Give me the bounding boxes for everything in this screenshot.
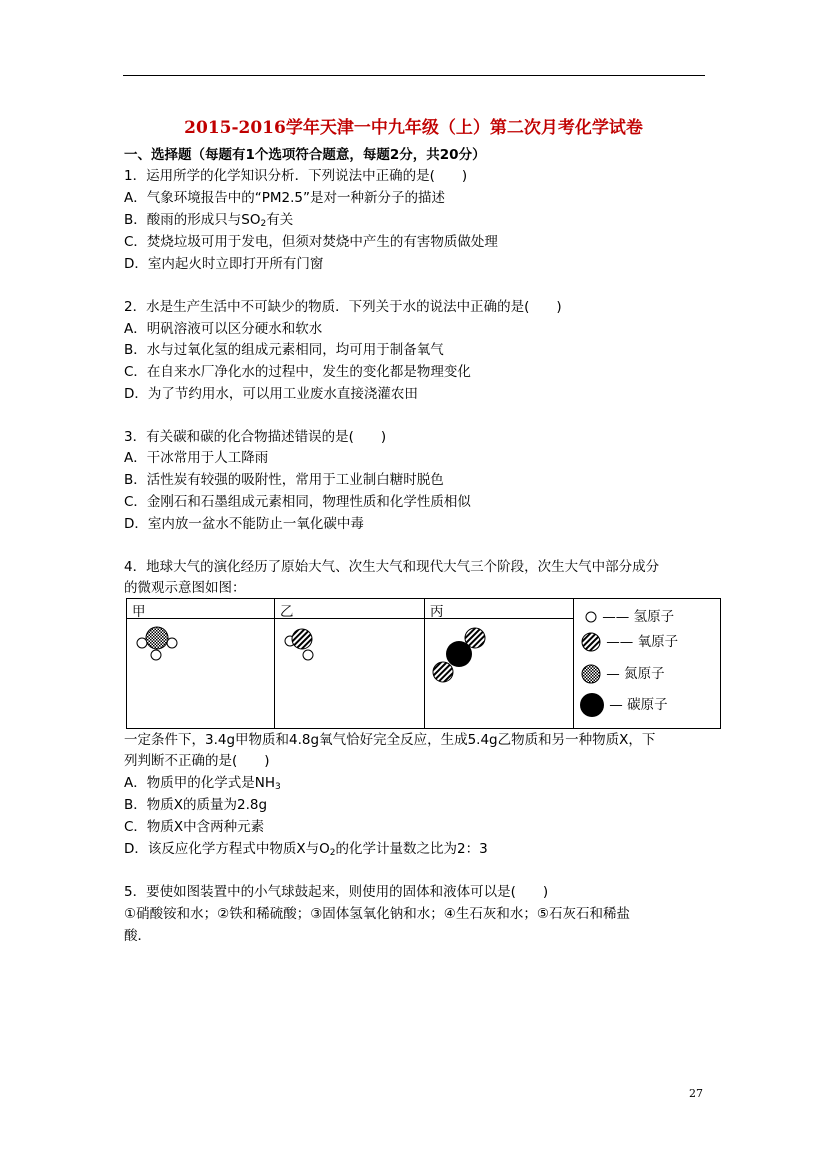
q4-condition-line2: 列判断不正确的是( ) [124, 753, 270, 769]
q3-option-a: A．干冰常用于人工降雨 [124, 450, 269, 466]
legend-cell [574, 599, 720, 728]
cell-jia [127, 599, 275, 728]
q4-option-d: D．该反应化学方程式中物质X与$O_2$的化学计量数之比为2：3 [124, 841, 488, 858]
carbon-atom-icon [579, 692, 605, 718]
header-jia: 甲 [132, 604, 146, 620]
q4-option-a: A．物质甲的化学式是$NH_3$ [124, 775, 281, 792]
q1-stem: 1．运用所学的化学知识分析．下列说法中正确的是( ) [124, 168, 468, 184]
q1-option-b: B．酸雨的形成只与$SO_2$有关 [124, 212, 294, 229]
q3-option-b: B．活性炭有较强的吸附性，常用于工业制白糖时脱色 [124, 472, 444, 488]
q4-stem-line2: 的微观示意图如图： [124, 580, 246, 596]
q2-option-c: C．在自来水厂净化水的过程中，发生的变化都是物理变化 [124, 364, 471, 380]
q4-option-c: C．物质X中含两种元素 [124, 819, 265, 835]
water-molecule-icon [280, 624, 330, 674]
nitrogen-atom-icon [580, 663, 602, 685]
q1-option-d: D．室内起火时立即打开所有门窗 [124, 256, 324, 272]
header-rule [123, 75, 705, 76]
section-heading: 一、选择题（每题有1个选项符合题意，每题2分，共20分） [124, 147, 486, 163]
q4-option-b: B．物质X的质量为2.8g [124, 797, 268, 813]
header-yi: 乙 [280, 604, 294, 620]
legend-oxygen: —— 氧原子 [580, 630, 678, 653]
q4-condition-line1: 一定条件下，3.4g甲物质和4.8g氧气恰好完全反应，生成5.4g乙物质和另一种物质X，下 [124, 732, 656, 748]
q4-stem-line1: 4．地球大气的演化经历了原始大气、次生大气和现代大气三个阶段，次生大气中部分成分 [124, 559, 660, 575]
q1-option-c: C．焚烧垃圾可用于发电，但须对焚烧中产生的有害物质做处理 [124, 234, 498, 250]
ammonia-molecule-icon [132, 624, 192, 674]
q5-options-line1: ①硝酸铵和水；②铁和稀硫酸；③固体氢氧化钠和水；④生石灰和水；⑤石灰石和稀盐 [124, 906, 631, 922]
q3-option-c: C．金刚石和石墨组成元素相同，物理性质和化学性质相似 [124, 494, 471, 510]
legend-nitrogen: — 氮原子 [580, 662, 665, 685]
legend-hydrogen: —— 氢原子 [584, 605, 674, 625]
q2-option-d: D．为了节约用水，可以用工业废水直接浇灌农田 [124, 386, 418, 402]
oxygen-atom-icon [580, 631, 602, 653]
molecule-diagram-table [126, 598, 721, 729]
q3-stem: 3．有关碳和碳的化合物描述错误的是( ) [124, 429, 387, 445]
q2-option-a: A．明矾溶液可以区分硬水和软水 [124, 321, 323, 337]
q2-option-b: B．水与过氧化氢的组成元素相同，均可用于制备氧气 [124, 342, 444, 358]
cell-yi [275, 599, 425, 728]
q3-option-d: D．室内放一盆水不能防止一氧化碳中毒 [124, 516, 364, 532]
legend-carbon: — 碳原子 [579, 692, 668, 718]
q5-stem: 5．要使如图装置中的小气球鼓起来，则使用的固体和液体可以是( ) [124, 884, 549, 900]
q1-option-a: A．气象环境报告中的“PM2.5”是对一种新分子的描述 [124, 190, 445, 206]
hydrogen-atom-icon [584, 610, 598, 624]
cell-bing [425, 599, 574, 728]
header-bing: 丙 [430, 604, 444, 620]
page-title: 2015-2016学年天津一中九年级（上）第二次月考化学试卷 [184, 118, 643, 138]
q5-options-line2: 酸． [124, 928, 151, 944]
page-number: 27 [689, 1087, 703, 1100]
carbon-dioxide-molecule-icon [427, 624, 497, 694]
q2-stem: 2．水是生产生活中不可缺少的物质．下列关于水的说法中正确的是( ) [124, 299, 562, 315]
